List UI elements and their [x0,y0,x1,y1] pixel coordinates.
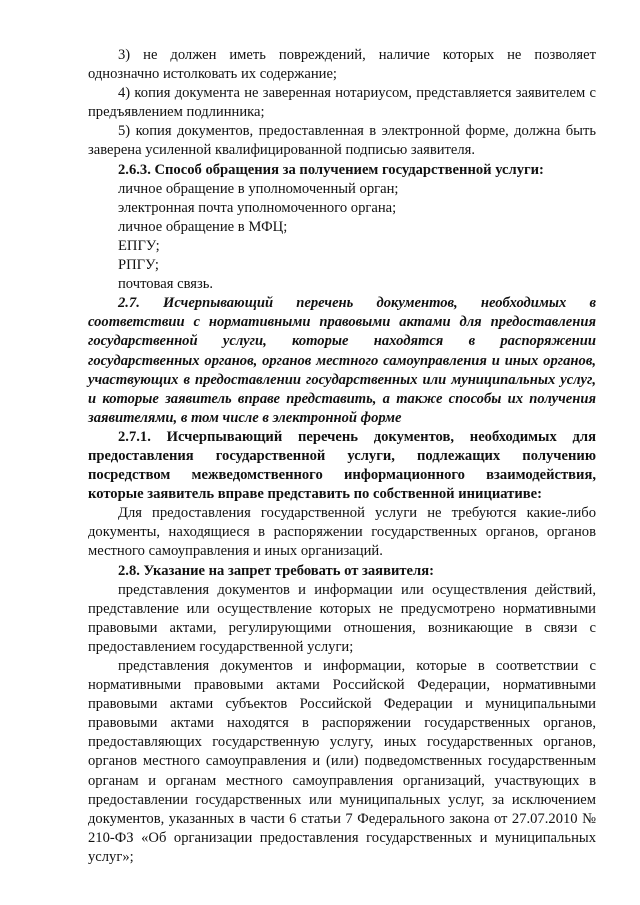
section-heading-2-7-1: 2.7.1. Исчерпывающий перечень документов, необходимых для предоставления государственной услуги, подлежащих получению посредством межведомственного информационного взаимодействия, которые заявитель вправе представить по собственной инициативе: [88,428,596,503]
method-item-post: почтовая связь. [118,276,214,293]
paragraph-prohibition-1: представления документов и информации или осуществления действий, представление или осуществление которых не предусмотрено нормативными правовыми актами, регулирующими отношения, возникающие в связи с предоставлением государственной услуги; [88,581,596,655]
section-heading-2-8: 2.8. Указание на запрет требовать от заявителя: [118,562,434,579]
paragraph-item-3: 3) не должен иметь повреждений, наличие которых не позволяет однозначно истолковать их содержание; [88,47,596,83]
method-item-rpgu: РПГУ; [118,257,159,274]
method-item-mfc: личное обращение в МФЦ; [118,218,288,235]
section-heading-2-7: 2.7. Исчерпывающий перечень документов, необходимых в соответствии с нормативными правовыми актами для предоставления государственной услуги, которые находятся в распоряжении государственных органов, органов местного самоуправления и иных органов, участвующих в предоставлении государственных или муниципальных услуг, и которые заявитель вправе представить, а также способы их получения заявителями, в том числе в электронной форме [88,295,596,426]
section-heading-2-6-3: 2.6.3. Способ обращения за получением государственной услуги: [118,161,544,178]
method-item-authorized-body: личное обращение в уполномоченный орган; [118,180,399,197]
document-page [88,46,596,867]
method-item-email: электронная почта уполномоченного органа; [118,199,397,216]
method-item-epgu: ЕПГУ; [118,237,160,254]
paragraph-prohibition-2: представления документов и информации, которые в соответствии с нормативными правовыми актами Российской Федерации, нормативными правовыми актами субъектов Российской Федерации и муниципальными правовыми актами находятся в распоряжении государственных органов, предоставляющих государственную услугу, иных государственных органов, органов местного самоуправления и (или) подведомственных государственным органам и органам местного самоуправления организаций, участвующих в предоставлении государственных или муниципальных услуг, за исключением документов, указанных в части 6 статьи 7 Федерального закона от 27.07.2010 № 210-ФЗ «Об организации предоставления государственных и муниципальных услуг»; [88,658,596,865]
paragraph-item-5: 5) копия документов, предоставленная в электронной форме, должна быть заверена усиленной квалифицированной подписью заявителя. [88,123,596,159]
paragraph-no-documents-required: Для предоставления государственной услуги не требуются какие-либо документы, находящиеся в распоряжении государственных органов, органов местного самоуправления и иных организаций. [88,505,596,560]
paragraph-item-4: 4) копия документа не заверенная нотариусом, представляется заявителем с предъявлением подлинника; [88,85,596,121]
